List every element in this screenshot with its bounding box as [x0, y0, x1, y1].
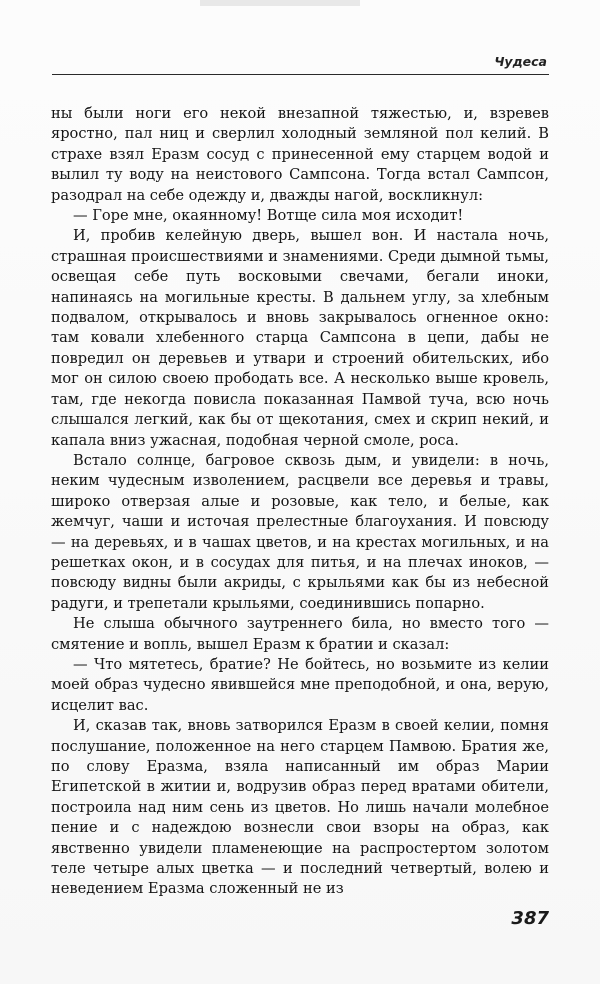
paragraph: Не слыша обычного заутреннего била, но вместо того — смятение и вопль, вышел Еразм к братии и сказал: — [51, 615, 549, 653]
paragraph: — Горе мне, окаянному! Вотще сила моя исходит! — [73, 207, 464, 225]
paragraph: И, сказав так, вновь затворился Еразм в своей келии, помня послушание, положенное на него старцем Памвою. Братия же, по слову Еразма, взяла написанный им образ Марии Египетской в житии и, водрузив образ перед вратами обители, построила над ним сень из цветов. Но лишь начали молебное пение и с надеждою вознесли свои взоры на образ, как явственно увидели пламенеющие на распростертом золотом теле четыре алых цветка — и последний четвертый, волею и неведением Еразма сложенный не из — [51, 717, 549, 898]
page-number: 387 — [511, 908, 549, 929]
running-title: Чудеса — [494, 54, 547, 69]
paragraph: — Что мятетесь, братие? Не бойтесь, но возьмите из келии моей образ чудесно явившейся мне преподобной, и она, верую, исцелит вас. — [51, 655, 549, 714]
paragraph: ны были ноги его некой внезапной тяжестью, и, взревев яростно, пал ниц и сверлил холодный земляной пол келий. В страхе взял Еразм сосуд с принесенной ему старцем водой и вылил ту воду на неистового Сампсона. Тогда встал Сампсон, разодрал на себе одежду и, дважды нагой, воскликнул: — [51, 105, 549, 204]
paragraph: Встало солнце, багровое сквозь дым, и увидели: в ночь, неким чудесным изволением, расцвели все деревья и травы, широко отверзая алые и розовые, как тело, и белые, как жемчуг, чаши и источая прелестные благоухания. И повсюду — на деревьях, и в чашах цветов, и на крестах могильных, и на решетках окон, и в сосудах для питья, и на плечах иноков, — повсюду видны были акриды, с крыльями как бы из небесной радуги, и трепетали крыльями, соединившись попарно. — [51, 451, 549, 612]
body-text — [51, 104, 549, 900]
bleed-through-shadow — [200, 0, 360, 6]
paragraph: И, пробив келейную дверь, вышел вон. И настала ночь, страшная происшествиями и знамениями. Среди дымной тьмы, освещая себе путь восковыми свечами, бегали иноки, напинаясь на могильные кресты. В дальнем углу, за хлебным подвалом, открывалось и вновь закрывалось огненное окно: там ковали хлебенного старца Сампсона в цепи, дабы не повредил он деревьев и утвари и строений обительских, ибо мог он силою своею прободать все. А несколько выше кровель, там, где некогда повисла показанная Памвой туча, всю ночь слышался легкий, как бы от щекотания, смех и скрип некий, и капала вниз ужасная, подобная черной смоле, роса. — [51, 227, 549, 449]
running-header — [52, 52, 549, 75]
